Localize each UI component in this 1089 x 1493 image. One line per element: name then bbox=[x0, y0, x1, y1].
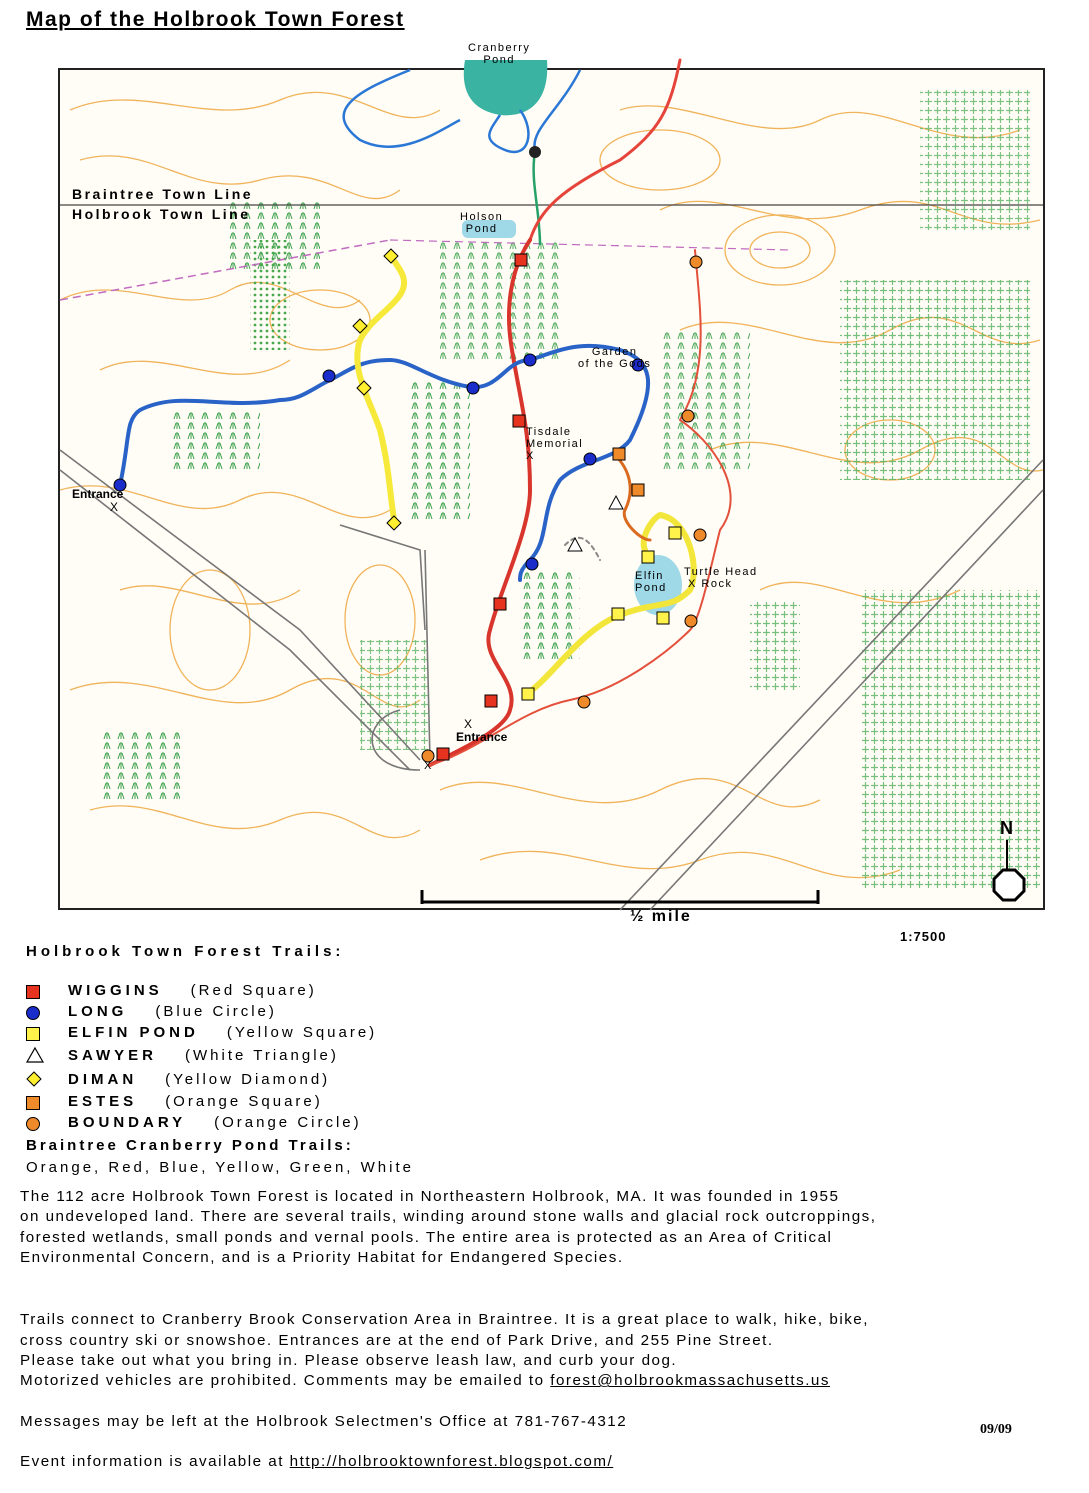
braintree-line-label: Braintree Town Line bbox=[72, 186, 254, 202]
entrance-south-label: X Entrance bbox=[456, 717, 508, 744]
scale-bar bbox=[418, 886, 828, 908]
legend-name: LONG bbox=[68, 1003, 128, 1020]
description-paragraph-2 bbox=[20, 1290, 1075, 1493]
yellow-diamond-icon bbox=[26, 1071, 68, 1087]
braintree-trails-list: Orange, Red, Blue, Yellow, Green, White bbox=[26, 1159, 414, 1176]
blue-circle-icon bbox=[26, 1004, 68, 1020]
legend-item-boundary bbox=[26, 1112, 377, 1133]
email-link[interactable]: forest@holbrookmassachusetts.us bbox=[550, 1372, 830, 1390]
orange-square-icon bbox=[26, 1094, 68, 1110]
legend-desc: (White Triangle) bbox=[185, 1046, 339, 1064]
messages-text: Messages may be left at the Holbrook Selectmen's Office at 781-767-4312 bbox=[20, 1412, 628, 1430]
legend-name: WIGGINS bbox=[68, 982, 163, 999]
holson-pond-label: Holson Pond bbox=[460, 211, 504, 235]
tisdale-memorial-label: Tisdale Memorial X bbox=[526, 426, 584, 462]
legend-desc: (Blue Circle) bbox=[155, 1003, 277, 1020]
event-text: Event information is available at bbox=[20, 1453, 290, 1471]
legend-name: ESTES bbox=[68, 1093, 138, 1110]
legend-desc: (Yellow Square) bbox=[226, 1024, 378, 1041]
legend-item-sawyer bbox=[26, 1043, 377, 1067]
north-label: N bbox=[1000, 818, 1013, 838]
legend-name: BOUNDARY bbox=[68, 1114, 187, 1131]
braintree-trails-title: Braintree Cranberry Pond Trails: bbox=[26, 1137, 354, 1154]
legend-list bbox=[26, 980, 377, 1133]
yellow-square-icon bbox=[26, 1025, 68, 1041]
cranberry-pond-label: Cranberry Pond bbox=[468, 42, 531, 66]
turtle-head-rock-label: Turtle Head X Rock bbox=[684, 566, 758, 590]
legend-item-wiggins bbox=[26, 980, 377, 1001]
legend-item-diman bbox=[26, 1067, 377, 1091]
north-arrow bbox=[992, 818, 1034, 908]
entrance-west-label: Entrance X bbox=[72, 487, 124, 514]
garden-of-gods-label: Garden of the Gods bbox=[578, 346, 652, 370]
map-title: Map of the Holbrook Town Forest bbox=[26, 8, 405, 31]
north-octagon-icon bbox=[992, 868, 1026, 902]
date-label: 09/09 bbox=[980, 1422, 1012, 1437]
legend-item-estes bbox=[26, 1091, 377, 1112]
red-square-icon bbox=[26, 983, 68, 999]
map-frame bbox=[58, 42, 1045, 910]
scale-label: ½ mile bbox=[630, 908, 692, 925]
legend-name: ELFIN POND bbox=[68, 1024, 199, 1041]
legend-name: SAWYER bbox=[68, 1046, 158, 1064]
description-text: Trails connect to Cranberry Brook Conservation Area in Braintree. It is a great place to walk, hike, bike, cross country ski or snowshoe. Entrances are at the end of Park Drive, and 255 Pine Street. Please take out what you bring in. Please observe leash law, and curb your dog. bbox=[20, 1311, 869, 1369]
white-triangle-icon bbox=[26, 1047, 68, 1063]
legend-desc: (Yellow Diamond) bbox=[165, 1070, 331, 1088]
legend-desc: (Orange Square) bbox=[165, 1093, 323, 1110]
entrance-south-x: X bbox=[424, 760, 432, 772]
legend-item-elfin-pond bbox=[26, 1022, 377, 1043]
holbrook-line-label: Holbrook Town Line bbox=[72, 206, 251, 222]
elfin-pond-label: Elfin Pond bbox=[635, 570, 667, 594]
legend-title: Holbrook Town Forest Trails: bbox=[26, 943, 345, 960]
motorized-text: Motorized vehicles are prohibited. Comments may be emailed to bbox=[20, 1372, 551, 1390]
scale-ratio: 1:7500 bbox=[900, 929, 947, 944]
legend-name: DIMAN bbox=[68, 1070, 138, 1088]
legend-item-long bbox=[26, 1001, 377, 1022]
blog-link[interactable]: http://holbrooktownforest.blogspot.com/ bbox=[289, 1453, 614, 1471]
legend-desc: (Red Square) bbox=[190, 982, 317, 999]
legend-desc: (Orange Circle) bbox=[214, 1114, 362, 1131]
description-paragraph-1: The 112 acre Holbrook Town Forest is located in Northeastern Holbrook, MA. It was founded in 1955 on undeveloped land. There are several trails, winding around stone walls and glacial rock outcroppings, forested wetlands, small ponds and vernal pools. The entire area is protected as an Area of Critical Environmental Concern, and is a Priority Habitat for Endangered Species. bbox=[20, 1188, 877, 1266]
orange-circle-icon bbox=[26, 1115, 68, 1131]
